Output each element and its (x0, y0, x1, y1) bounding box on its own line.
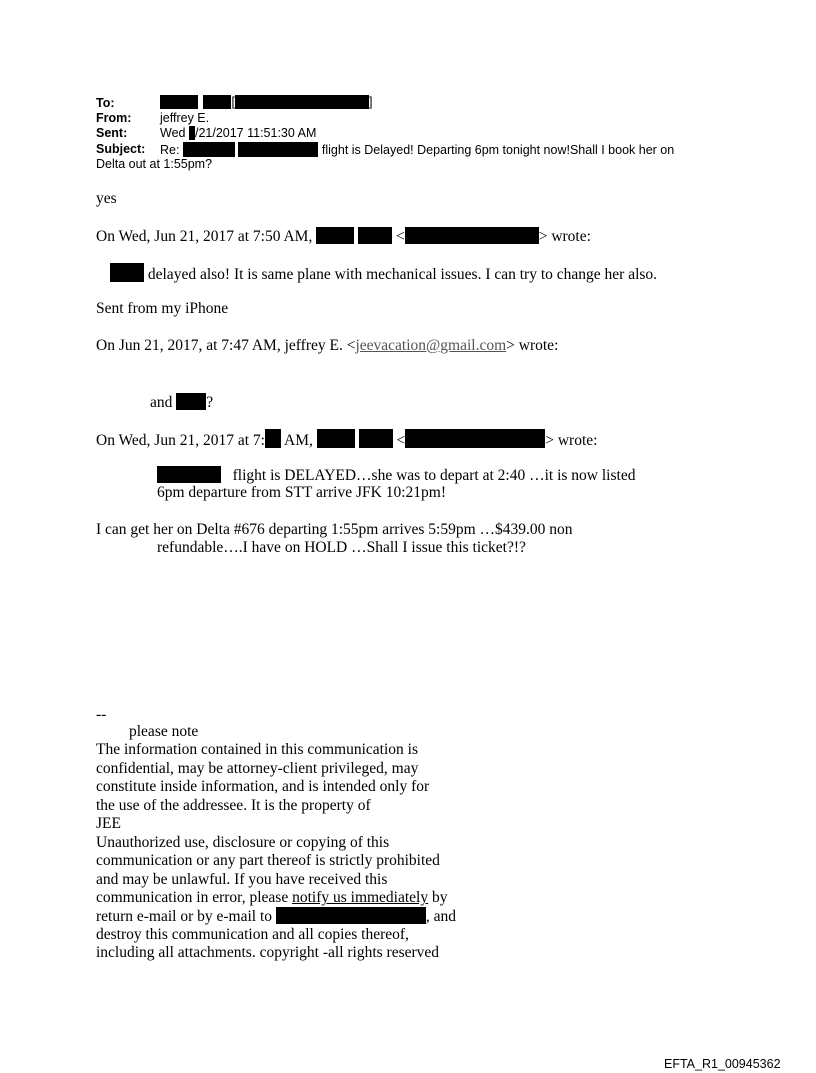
disclaimer-line: the use of the addressee. It is the property of (96, 797, 371, 814)
redaction-block (203, 95, 231, 109)
disclaimer-line: communication in error, please notify us immediately by (96, 889, 448, 906)
sent-value: Wed /21/2017 11:51:30 AM (160, 126, 317, 140)
redaction-block (358, 227, 392, 244)
quote-header: On Wed, Jun 21, 2017 at 7: AM, < > wrote: (96, 429, 597, 450)
from-label: From: (96, 111, 132, 125)
please-note: please note (129, 723, 199, 740)
disclaimer-line: destroy this communication and all copies thereof, (96, 926, 409, 943)
to-value: [ ] (160, 95, 372, 109)
redaction-block (235, 95, 369, 109)
quote-header: On Wed, Jun 21, 2017 at 7:50 AM, < > wrote: (96, 228, 591, 245)
disclaimer-line: The information contained in this communication is (96, 741, 418, 758)
disclaimer-line: JEE (96, 815, 121, 832)
signature-separator: -- (96, 706, 107, 723)
quote-header: On Jun 21, 2017, at 7:47 AM, jeffrey E. <jeevacation@gmail.com> wrote: (96, 337, 559, 354)
message-text: refundable….I have on HOLD …Shall I issue this ticket?!? (157, 539, 526, 556)
redaction-block (238, 142, 318, 157)
to-label: To: (96, 96, 115, 110)
disclaimer-line: and may be unlawful. If you have received this (96, 871, 388, 888)
reply-text: yes (96, 190, 117, 207)
email-link[interactable]: jeevacation@gmail.com (355, 337, 507, 354)
redaction-block (317, 429, 355, 448)
disclaimer-line: Unauthorized use, disclosure or copying of this (96, 834, 390, 851)
redaction-block (265, 429, 281, 448)
message-text: I can get her on Delta #676 departing 1:55pm arrives 5:59pm …$439.00 non (96, 521, 573, 538)
redaction-block (405, 227, 539, 244)
disclaimer-line: including all attachments. copyright -all rights reserved (96, 944, 440, 961)
message-text: and ? (150, 394, 214, 411)
redaction-block (160, 95, 198, 109)
redaction-block (316, 227, 354, 244)
message-text: 6pm departure from STT arrive JFK 10:21pm! (157, 484, 446, 501)
message-text: delayed also! It is same plane with mechanical issues. I can try to change her also. (110, 263, 657, 284)
document-id: EFTA_R1_00945362 (664, 1057, 781, 1071)
redaction-block (157, 466, 221, 483)
disclaimer-line: constitute inside information, and is intended only for (96, 778, 430, 795)
redaction-block (276, 907, 426, 924)
subject-continued: Delta out at 1:55pm? (96, 157, 213, 171)
disclaimer-line: return e-mail or by e-mail to , and (96, 908, 457, 925)
sent-label: Sent: (96, 126, 128, 140)
subject-value: Re: flight is Delayed! Departing 6pm tonight now!Shall I book her on (160, 143, 675, 157)
message-text: flight is DELAYED…she was to depart at 2:40 …it is now listed (157, 466, 635, 485)
disclaimer-line: communication or any part thereof is strictly prohibited (96, 852, 440, 869)
redaction-block (110, 263, 144, 282)
subject-label: Subject: (96, 142, 146, 156)
sent-from-iphone: Sent from my iPhone (96, 300, 229, 317)
from-value: jeffrey E. (160, 111, 210, 125)
redaction-block (359, 429, 393, 448)
redaction-block (176, 393, 206, 410)
disclaimer-line: confidential, may be attorney-client privileged, may (96, 760, 419, 777)
redaction-block (405, 429, 545, 448)
redaction-block (183, 142, 235, 157)
